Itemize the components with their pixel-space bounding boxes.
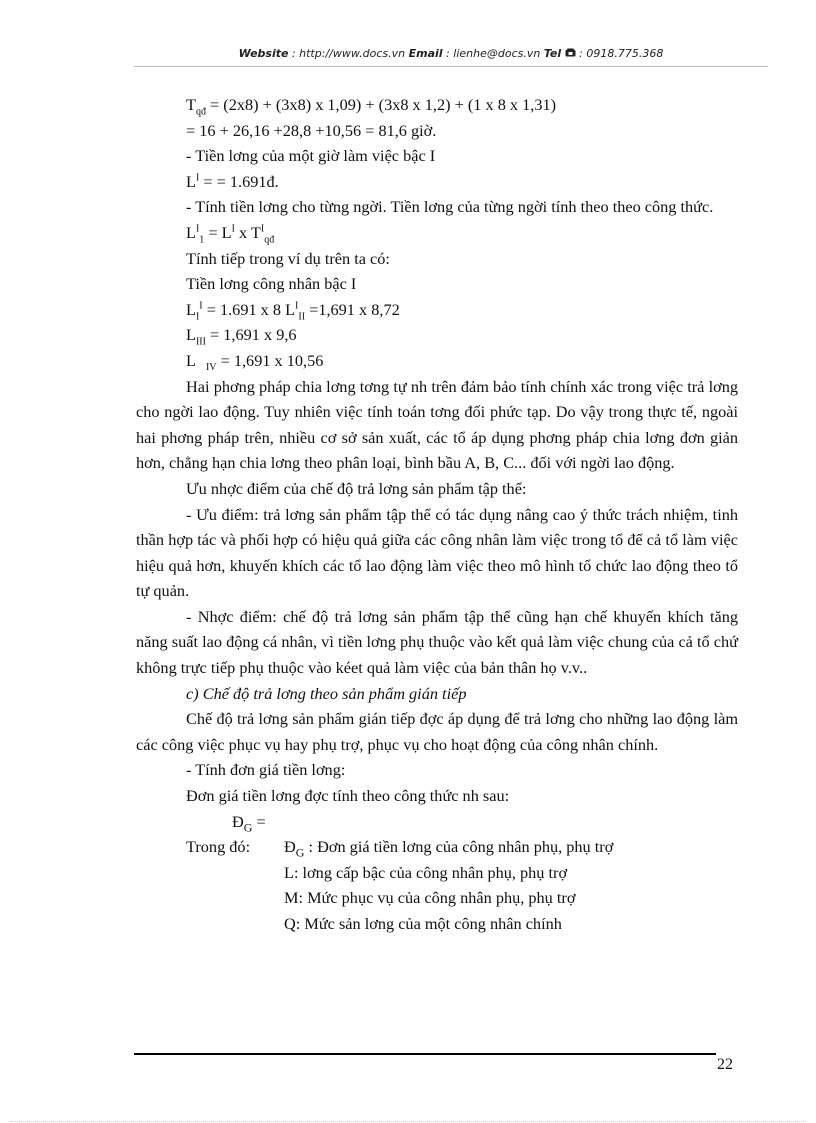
- header-divider: [134, 66, 768, 67]
- paragraph-hourly-wage: - Tiền lơng của một giờ làm việc bậc I: [186, 146, 436, 166]
- definition-q: Q: Mức sản lơng của một công nhân chính: [284, 914, 562, 933]
- equation-sum: = 16 + 26,16 +28,8 +10,56 = 81,6 giờ.: [186, 120, 437, 140]
- paragraph-per-person-wage: - Tính tiền lơng cho từng ngời. Tiền lơng của từng ngời tính theo theo công thức.: [186, 197, 714, 217]
- footer-divider: [134, 1053, 716, 1055]
- where-label: Trong đó:: [186, 837, 251, 857]
- equation-tqd: $T_{qđ} = (2x8) + (3x8)$ x 1,09) + (3x8 x 1,2) + (1 x 8 x 1,31): [186, 95, 557, 118]
- definition-m: M: Mức phục vụ của công nhân phụ, phụ trợ: [284, 888, 576, 908]
- paragraph-example: Tính tiếp trong ví dụ trên ta có:: [186, 248, 390, 268]
- tel-label: Tel: [543, 47, 562, 60]
- definitions-block: [136, 834, 738, 936]
- email-label: Email: [408, 47, 443, 60]
- paragraph-unit-price: - Tính đơn giá tiền lơng:: [186, 760, 346, 780]
- formula-li: $L^I_1 = L^I$ x $T^I_{qđ}$: [186, 222, 275, 246]
- definition-dg: $Đ_G$ : Đơn giá tiền lơng của công nhân phụ, phụ trợ: [284, 837, 614, 860]
- page-number: 22: [717, 1056, 733, 1073]
- paragraph-advantages: - Ưu điểm: trả lơng sản phẩm tập thể có tác dụng nâng cao ý thức trách nhiệm, tinh thần hợp tác và phối hợp có hiệu quả giữa các công nhân làm việc trong tổ để cả tổ làm việc hiệu quả hơn, khuyến khích các tổ lao động làm việc theo mô hình tổ chức lao động theo tổ tự quản.: [136, 504, 738, 601]
- website-label: Website: [238, 47, 289, 60]
- page-boundary: [10, 1121, 806, 1122]
- equation-liii: $L_{III} = 1,691$ x 9,6: [186, 325, 297, 348]
- tel-value: : 0918.775.368: [579, 47, 664, 60]
- equation-liv: L $_{IV}$ = 1,691 x 10,56: [186, 350, 324, 374]
- paragraph-grade-one: Tiền lơng công nhân bậc I: [186, 274, 357, 294]
- email-value: : lienhe@docs.vn: [442, 47, 544, 60]
- document-body: [136, 92, 738, 937]
- definitions-list: [284, 834, 613, 936]
- equation-li-lii: $L_I^I = 1.691$ x 8 $L^I_{II} =1,691$ x 8,72: [186, 299, 400, 322]
- paragraph-indirect-regime: Chế độ trả lơng sản phẩm gián tiếp đợc áp dụng để trả lơng cho những lao động làm các công việc phục vụ hay phụ trợ, phục vụ cho hoạt động của công nhân chính.: [136, 709, 738, 754]
- paragraph-unit-price-formula: Đơn giá tiền lơng đợc tính theo công thức nh sau:: [186, 786, 510, 806]
- paragraph-pros-cons: Ưu nhợc điểm của chế độ trả lơng sản phẩm tập thể:: [186, 478, 527, 498]
- paragraph-two-methods: Hai phơng pháp chia lơng tơng tự nh trên đảm bảo tính chính xác trong việc trả lơng cho ngời lao động. Tuy nhiên việc tính toán tơng đối phức tạp. Do vậy trong thực tế, ngoài hai phơng pháp trên, nhiều cơ sở sản xuất, các tổ áp dụng phơng pháp chia lơng đơn giản hơn, chẳng hạn chia lơng theo phân loại, bình bầu A, B, C... đối với ngời lao động.: [136, 376, 738, 473]
- definition-l: L: lơng cấp bậc của công nhân phụ, phụ trợ: [284, 862, 568, 882]
- page-header: [134, 47, 768, 60]
- equation-dg: $Đ_G$ =: [232, 811, 266, 834]
- website-value: : http://www.docs.vn: [288, 47, 409, 60]
- equation-l1: $L^I$ = = 1.691đ.: [186, 171, 279, 191]
- section-heading-c: c) Chế độ trả lơng theo sản phẩm gián tiếp: [186, 683, 467, 703]
- paragraph-disadvantages: - Nhợc điểm: chế độ trả lơng sản phẩm tập thể cũng hạn chế khuyến khích tăng năng suất lao động cá nhân, vì tiền lơng phụ thuộc vào kết quả làm việc chung của cả tổ chứ không trực tiếp phụ thuộc vào kéet quả làm việc của bản thân họ v.v..: [136, 606, 738, 678]
- phone-icon: [565, 47, 580, 60]
